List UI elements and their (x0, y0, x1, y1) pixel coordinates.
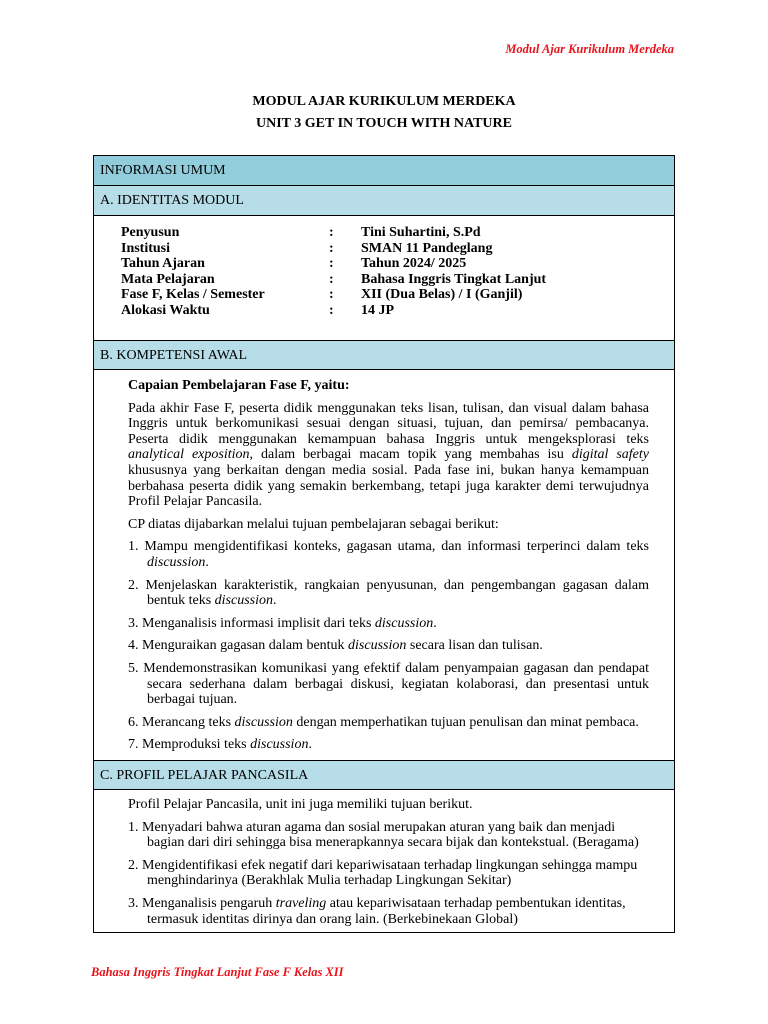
objective-item: 6. Merancang teks discussion dengan memperhatikan tujuan penulisan dan minat pembaca. (128, 714, 639, 730)
profile-intro: Profil Pelajar Pancasila, unit ini juga memiliki tujuan berikut. (128, 797, 473, 812)
section-b-header: B. KOMPETENSI AWAL (94, 340, 674, 370)
document-title: MODUL AJAR KURIKULUM MERDEKA (252, 94, 516, 109)
header-note: Modul Ajar Kurikulum Merdeka (505, 42, 674, 56)
module-table (93, 155, 675, 933)
identity-separator: : (329, 302, 334, 318)
identity-label: Penyusun (121, 225, 180, 240)
cp-paragraph: Pada akhir Fase F, peserta didik menggunakan teks lisan, tulisan, dan visual dalam bahasa Inggris untuk berkomunikasi sesuai dengan situasi, tujuan, dan pemirsa/ pembacanya. Peserta didik menggunakan kemampuan bahasa Inggris untuk mengeksplorasi teks analytical exposition, dalam berbagai macam topik yang membahas isu digital safety khususnya yang berkaitan dengan media sosial. Pada fase ini, bukan hanya kemampuan berbahasa peserta didik yang semakin berkembang, tetapi juga karakter demi terwujudnya Profil Pelajar Pancasila. (128, 400, 649, 510)
identity-label: Mata Pelajaran (121, 271, 215, 287)
cp-intro: CP diatas dijabarkan melalui tujuan pembelajaran sebagai berikut: (128, 516, 499, 532)
objective-item: 1. Mampu mengidentifikasi konteks, gagasan utama, dan informasi terperinci dalam teks discussion. (128, 539, 649, 570)
document-subtitle: UNIT 3 GET IN TOUCH WITH NATURE (256, 116, 512, 131)
identity-label: Alokasi Waktu (121, 302, 210, 318)
profile-item: 3. Menganalisis pengaruh traveling atau kepariwisataan terhadap pembentukan identitas, termasuk identitas dirinya dan orang lain. (Berkebinekaan Global) (128, 895, 626, 927)
identity-separator: : (329, 256, 334, 272)
info-umum-header: INFORMASI UMUM (94, 156, 674, 186)
objective-item: 3. Menganalisis informasi implisit dari teks discussion. (128, 615, 437, 631)
identity-value: XII (Dua Belas) / I (Ganjil) (361, 287, 523, 303)
objective-item: 5. Mendemonstrasikan komunikasi yang efektif dalam penyampaian gagasan dan pendapat secara sederhana dalam berbagai diskusi, kegiatan kolaborasi, dan presentasi untuk berbagai tujuan. (128, 660, 649, 708)
objective-item: 7. Memproduksi teks discussion. (128, 737, 312, 753)
identity-separator: : (329, 225, 334, 240)
footer-note: Bahasa Inggris Tingkat Lanjut Fase F Kelas XII (91, 965, 344, 979)
section-b-body (128, 378, 649, 753)
identity-separator: : (329, 271, 334, 287)
objective-item: 2. Menjelaskan karakteristik, rangkaian penyusunan, dan pengembangan gagasan dalam bentuk teks discussion. (128, 577, 649, 609)
identity-value: 14 JP (361, 302, 395, 318)
section-c-header: C. PROFIL PELAJAR PANCASILA (94, 760, 674, 790)
section-c-body (128, 797, 649, 927)
identity-value: Tini Suhartini, S.Pd (361, 225, 481, 240)
profile-item: 2. Mengidentifikasi efek negatif dari kepariwisataan terhadap lingkungan sehingga mampu menghindarinya (Berakhlak Mulia terhadap Lingkungan Sekitar) (128, 857, 638, 889)
identity-value: Bahasa Inggris Tingkat Lanjut (361, 271, 547, 287)
identity-label: Institusi (121, 240, 171, 256)
identity-value: SMAN 11 Pandeglang (361, 240, 493, 256)
identity-separator: : (329, 240, 334, 256)
objective-item: 4. Menguraikan gagasan dalam bentuk discussion secara lisan dan tulisan. (128, 638, 543, 654)
identity-label: Fase F, Kelas / Semester (121, 287, 265, 303)
profile-item: 1. Menyadari bahwa aturan agama dan sosial merupakan aturan yang baik dan menjadi bagian dari diri sehingga bisa menerapkannya secara bijak dan kontekstual. (Beragama) (128, 819, 639, 851)
identity-label: Tahun Ajaran (121, 256, 205, 272)
identity-value: Tahun 2024/ 2025 (361, 256, 467, 272)
section-a-header: A. IDENTITAS MODUL (94, 186, 674, 216)
identity-separator: : (329, 287, 334, 303)
cp-title: Capaian Pembelajaran Fase F, yaitu: (128, 378, 350, 393)
